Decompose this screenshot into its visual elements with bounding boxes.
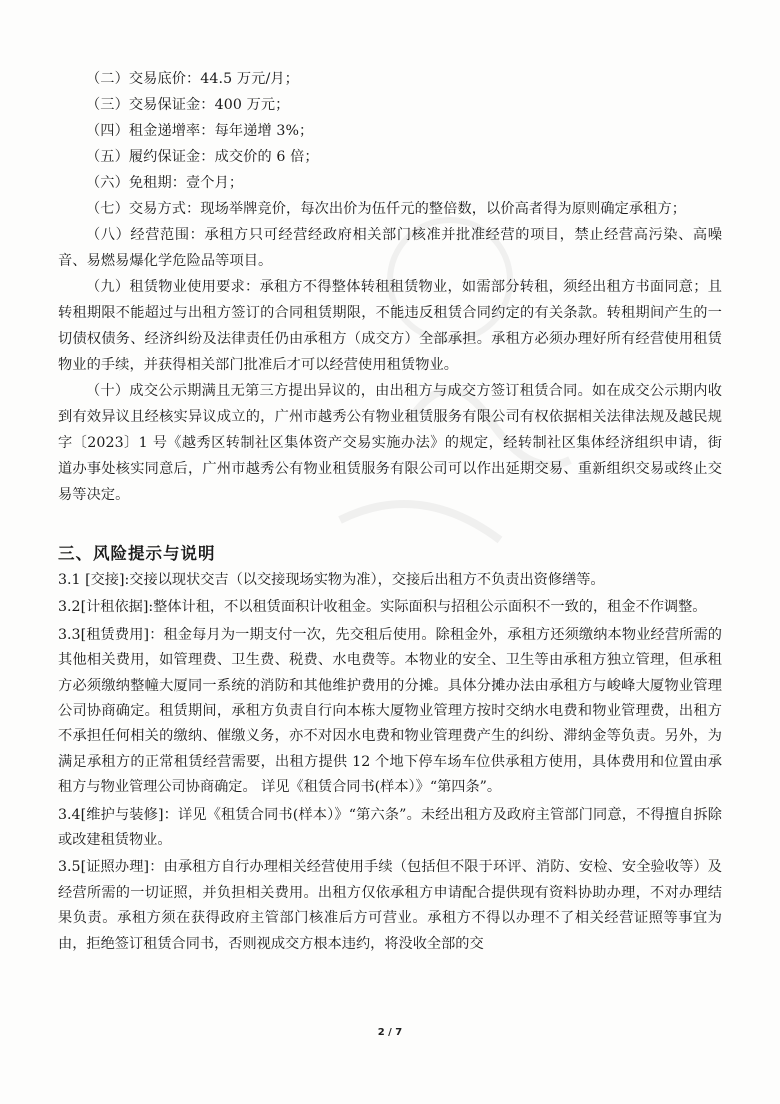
term-rent-free-period: （六）免租期：壹个月； [86, 175, 244, 191]
term-floor-price: （二）交易底价：44.5 万元/月； [86, 71, 299, 87]
section-title: 三、风险提示与说明 [58, 544, 216, 563]
risk-maintenance: 3.4[维护与装修]：详见《租赁合同书(样本）》“第六条”。未经出租方及政府主管部门同意，不得擅自拆除或改建租赁物业。 [58, 806, 722, 849]
page-number: 2 / 7 [377, 1027, 403, 1038]
term-usage-requirements: （九）租赁物业使用要求：承租方不得整体转租租赁物业，如需部分转租，须经出租方书面同意；且转租期限不能超过与出租方签订的合同租赁期限，不能违反租赁合同约定的有关条款。转租期间产生的一切债权债务、经济纠纷及法律责任仍由承租方（成交方）全部承担。承租方必须办理好所有经营使用租赁物业的手续，并获得相关部门批准后才可以经营使用租赁物业。 [58, 279, 722, 373]
risk-notes [58, 568, 722, 959]
term-performance-bond: （五）履约保证金：成交价的 6 倍； [86, 149, 319, 165]
risk-licensing: 3.5[证照办理]：由承租方自行办理相关经营使用手续（包括但不限于环评、消防、安检、安全验收等）及经营所需的一切证照，并负担相关费用。出租方仅依承租方申请配合提供现有资料协助办理，不对办理结果负责。承租方须在获得政府主管部门核准后方可营业。承租方不得以办理不了相关经营证照等事宜为由，拒绝签订租赁合同书，否则视成交方根本违约，将没收全部的交 [58, 859, 722, 952]
term-contract-signing: （十）成交公示期满且无第三方提出异议的，由出租方与成交方签订租赁合同。如在成交公示期内收到有效异议且经核实异议成立的，广州市越秀公有物业租赁服务有限公司有权依据相关法律法规及越民规字〔2023〕1 号《越秀区转制社区集体资产交易实施办法》的规定，经转制社区集体经济组织申请，街道办事处核实同意后，广州市越秀公有物业租赁服务有限公司可以作出延期交易、重新组织交易或终止交易等决定。 [58, 383, 722, 503]
term-transaction-method: （七）交易方式：现场举牌竞价，每次出价为伍仟元的整倍数，以价高者得为原则确定承租方； [86, 201, 687, 217]
risk-handover: 3.1 [交接]:交接以现状交吉（以交接现场实物为准），交接后出租方不负责出资修缮等。 [58, 572, 605, 588]
term-rent-increase: （四）租金递增率：每年递增 3%； [86, 123, 314, 139]
risk-rent-basis: 3.2[计租依据]:整体计租，不以租赁面积计收租金。实际面积与招租公示面积不一致的，租金不作调整。 [58, 599, 707, 616]
risk-rental-fees: 3.3[租赁费用]：租金每月为一期支付一次，先交租后使用。除租金外，承租方还须缴纳本物业经营所需的其他相关费用，如管理费、卫生费、税费、水电费等。本物业的安全、卫生等由承租方独立管理，但承租方必须缴纳整幢大厦同一系统的消防和其他维护费用的分摊。具体分摊办法由承租方与峻峰大厦物业管理公司协商确定。租赁期间，承租方负责自行向本栋大厦物业管理方按时交纳水电费和物业管理费，出租方不承担任何相关的缴纳、催缴义务，亦不对因水电费和物业管理费产生的纠纷、滞纳金等负责。另外，为满足承租方的正常租赁经营需要，出租方提供 12 个地下停车场车位供承租方使用，具体费用和位置由承租方与物业管理公司协商确定。 详见《租赁合同书(样本）》“第四条”。 [58, 626, 722, 796]
term-business-scope: （八）经营范围：承租方只可经营经政府相关部门核准并批准经营的项目，禁止经营高污染、高噪音、易燃易爆化学危险品等项目。 [58, 227, 722, 269]
term-deposit: （三）交易保证金：400 万元； [86, 97, 290, 113]
transaction-terms [58, 66, 722, 508]
